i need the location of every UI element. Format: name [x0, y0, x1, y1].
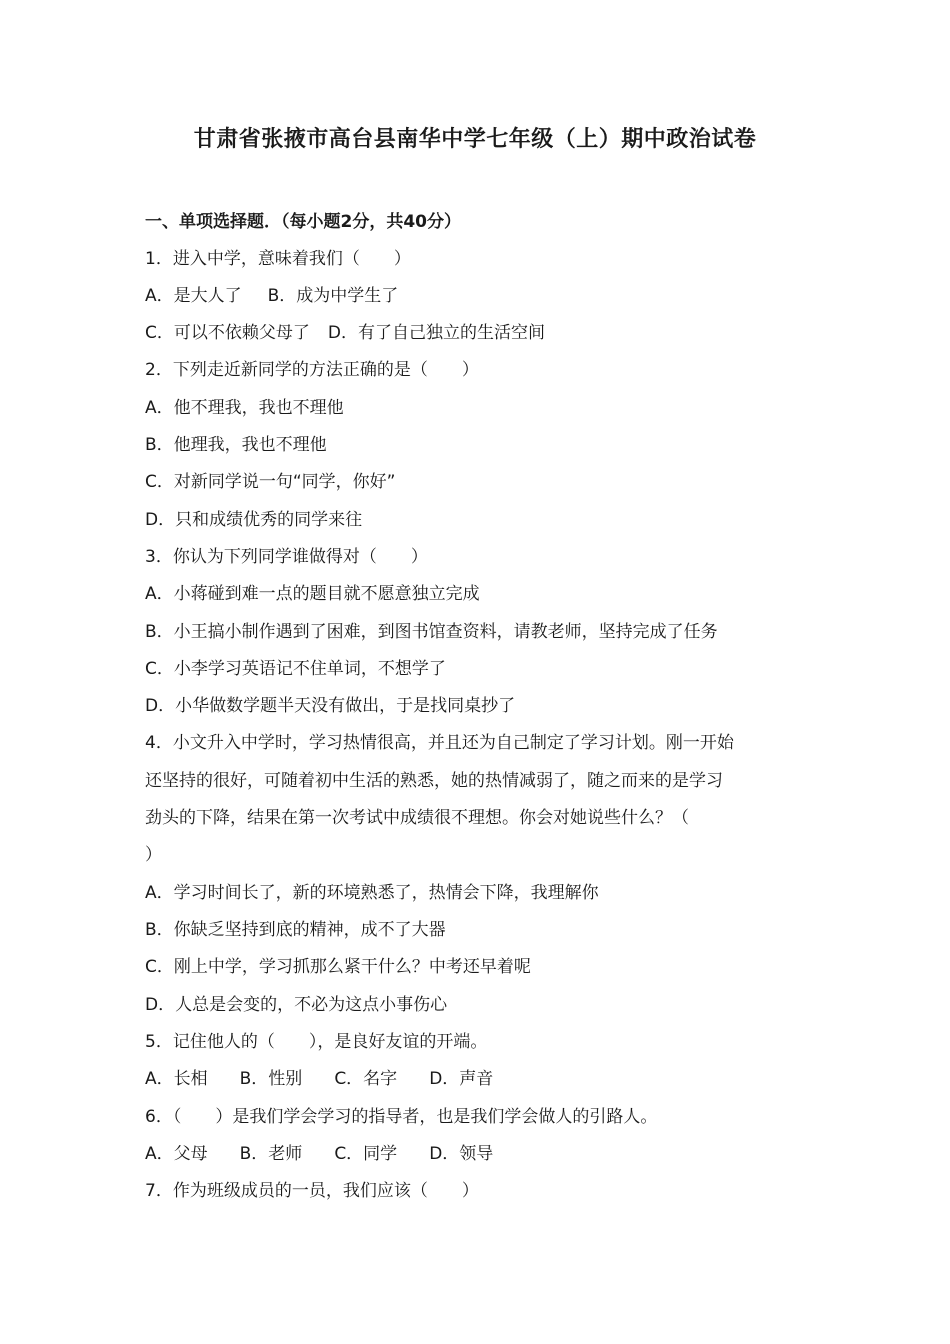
question-4-option-a: A．学习时间长了，新的环境熟悉了，热情会下降，我理解你 [145, 883, 599, 903]
section-heading: 一、单项选择题．（每小题2分，共40分） [145, 212, 461, 232]
option-d: D．声音 [429, 1069, 494, 1089]
question-1-stem: 1．进入中学，意味着我们（ ） [145, 249, 411, 269]
question-4-option-d: D．人总是会变的，不必为这点小事伤心 [145, 995, 448, 1015]
question-6-options [145, 1142, 493, 1166]
question-4-stem-line-4: ） [145, 845, 162, 865]
option-b: B．性别 [239, 1069, 303, 1089]
question-3-option-a: A．小蒋碰到难一点的题目就不愿意独立完成 [145, 584, 480, 604]
question-1-options-cd [145, 321, 545, 345]
option-c: C．同学 [334, 1144, 398, 1164]
question-2-stem: 2．下列走近新同学的方法正确的是（ ） [145, 360, 479, 380]
option-b: B．成为中学生了 [267, 286, 399, 306]
question-5-stem: 5．记住他人的（ ），是良好友谊的开端。 [145, 1032, 488, 1052]
option-a: A．父母 [145, 1144, 208, 1164]
question-7-stem: 7．作为班级成员的一员，我们应该（ ） [145, 1181, 479, 1201]
question-2-option-d: D．只和成绩优秀的同学来往 [145, 510, 363, 530]
question-4-stem-line-1: 4．小文升入中学时，学习热情很高，并且还为自己制定了学习计划。刚一开始 [145, 733, 734, 753]
question-4-option-c: C．刚上中学，学习抓那么紧干什么？中考还早着呢 [145, 957, 531, 977]
option-a: A．长相 [145, 1069, 208, 1089]
question-2-option-a: A．他不理我，我也不理他 [145, 398, 344, 418]
question-3-option-d: D．小华做数学题半天没有做出，于是找同桌抄了 [145, 696, 516, 716]
option-b: B．老师 [239, 1144, 303, 1164]
question-3-option-c: C．小李学习英语记不住单词，不想学了 [145, 659, 446, 679]
question-1-options-ab [145, 284, 398, 308]
question-2-option-b: B．他理我，我也不理他 [145, 435, 327, 455]
document-title: 甘肃省张掖市高台县南华中学七年级（上）期中政治试卷 [193, 127, 757, 152]
question-3-option-b: B．小王搞小制作遇到了困难，到图书馆查资料，请教老师，坚持完成了任务 [145, 622, 718, 642]
option-d: D．领导 [429, 1144, 494, 1164]
question-4-stem-line-3: 劲头的下降，结果在第一次考试中成绩很不理想。你会对她说些什么？（ [145, 808, 689, 828]
question-4-stem-line-2: 还坚持的很好，可随着初中生活的熟悉，她的热情减弱了，随之而来的是学习 [145, 771, 723, 791]
option-c: C．名字 [334, 1069, 398, 1089]
option-d: D．有了自己独立的生活空间 [327, 323, 545, 343]
question-6-stem: 6．（ ）是我们学会学习的指导者，也是我们学会做人的引路人。 [145, 1107, 658, 1127]
option-c: C．可以不依赖父母了 [145, 323, 310, 343]
question-2-option-c: C．对新同学说一句“同学，你好” [145, 472, 396, 492]
option-a: A．是大人了 [145, 286, 242, 306]
question-4-option-b: B．你缺乏坚持到底的精神，成不了大器 [145, 920, 446, 940]
question-3-stem: 3．你认为下列同学谁做得对（ ） [145, 547, 428, 567]
question-5-options [145, 1067, 493, 1091]
